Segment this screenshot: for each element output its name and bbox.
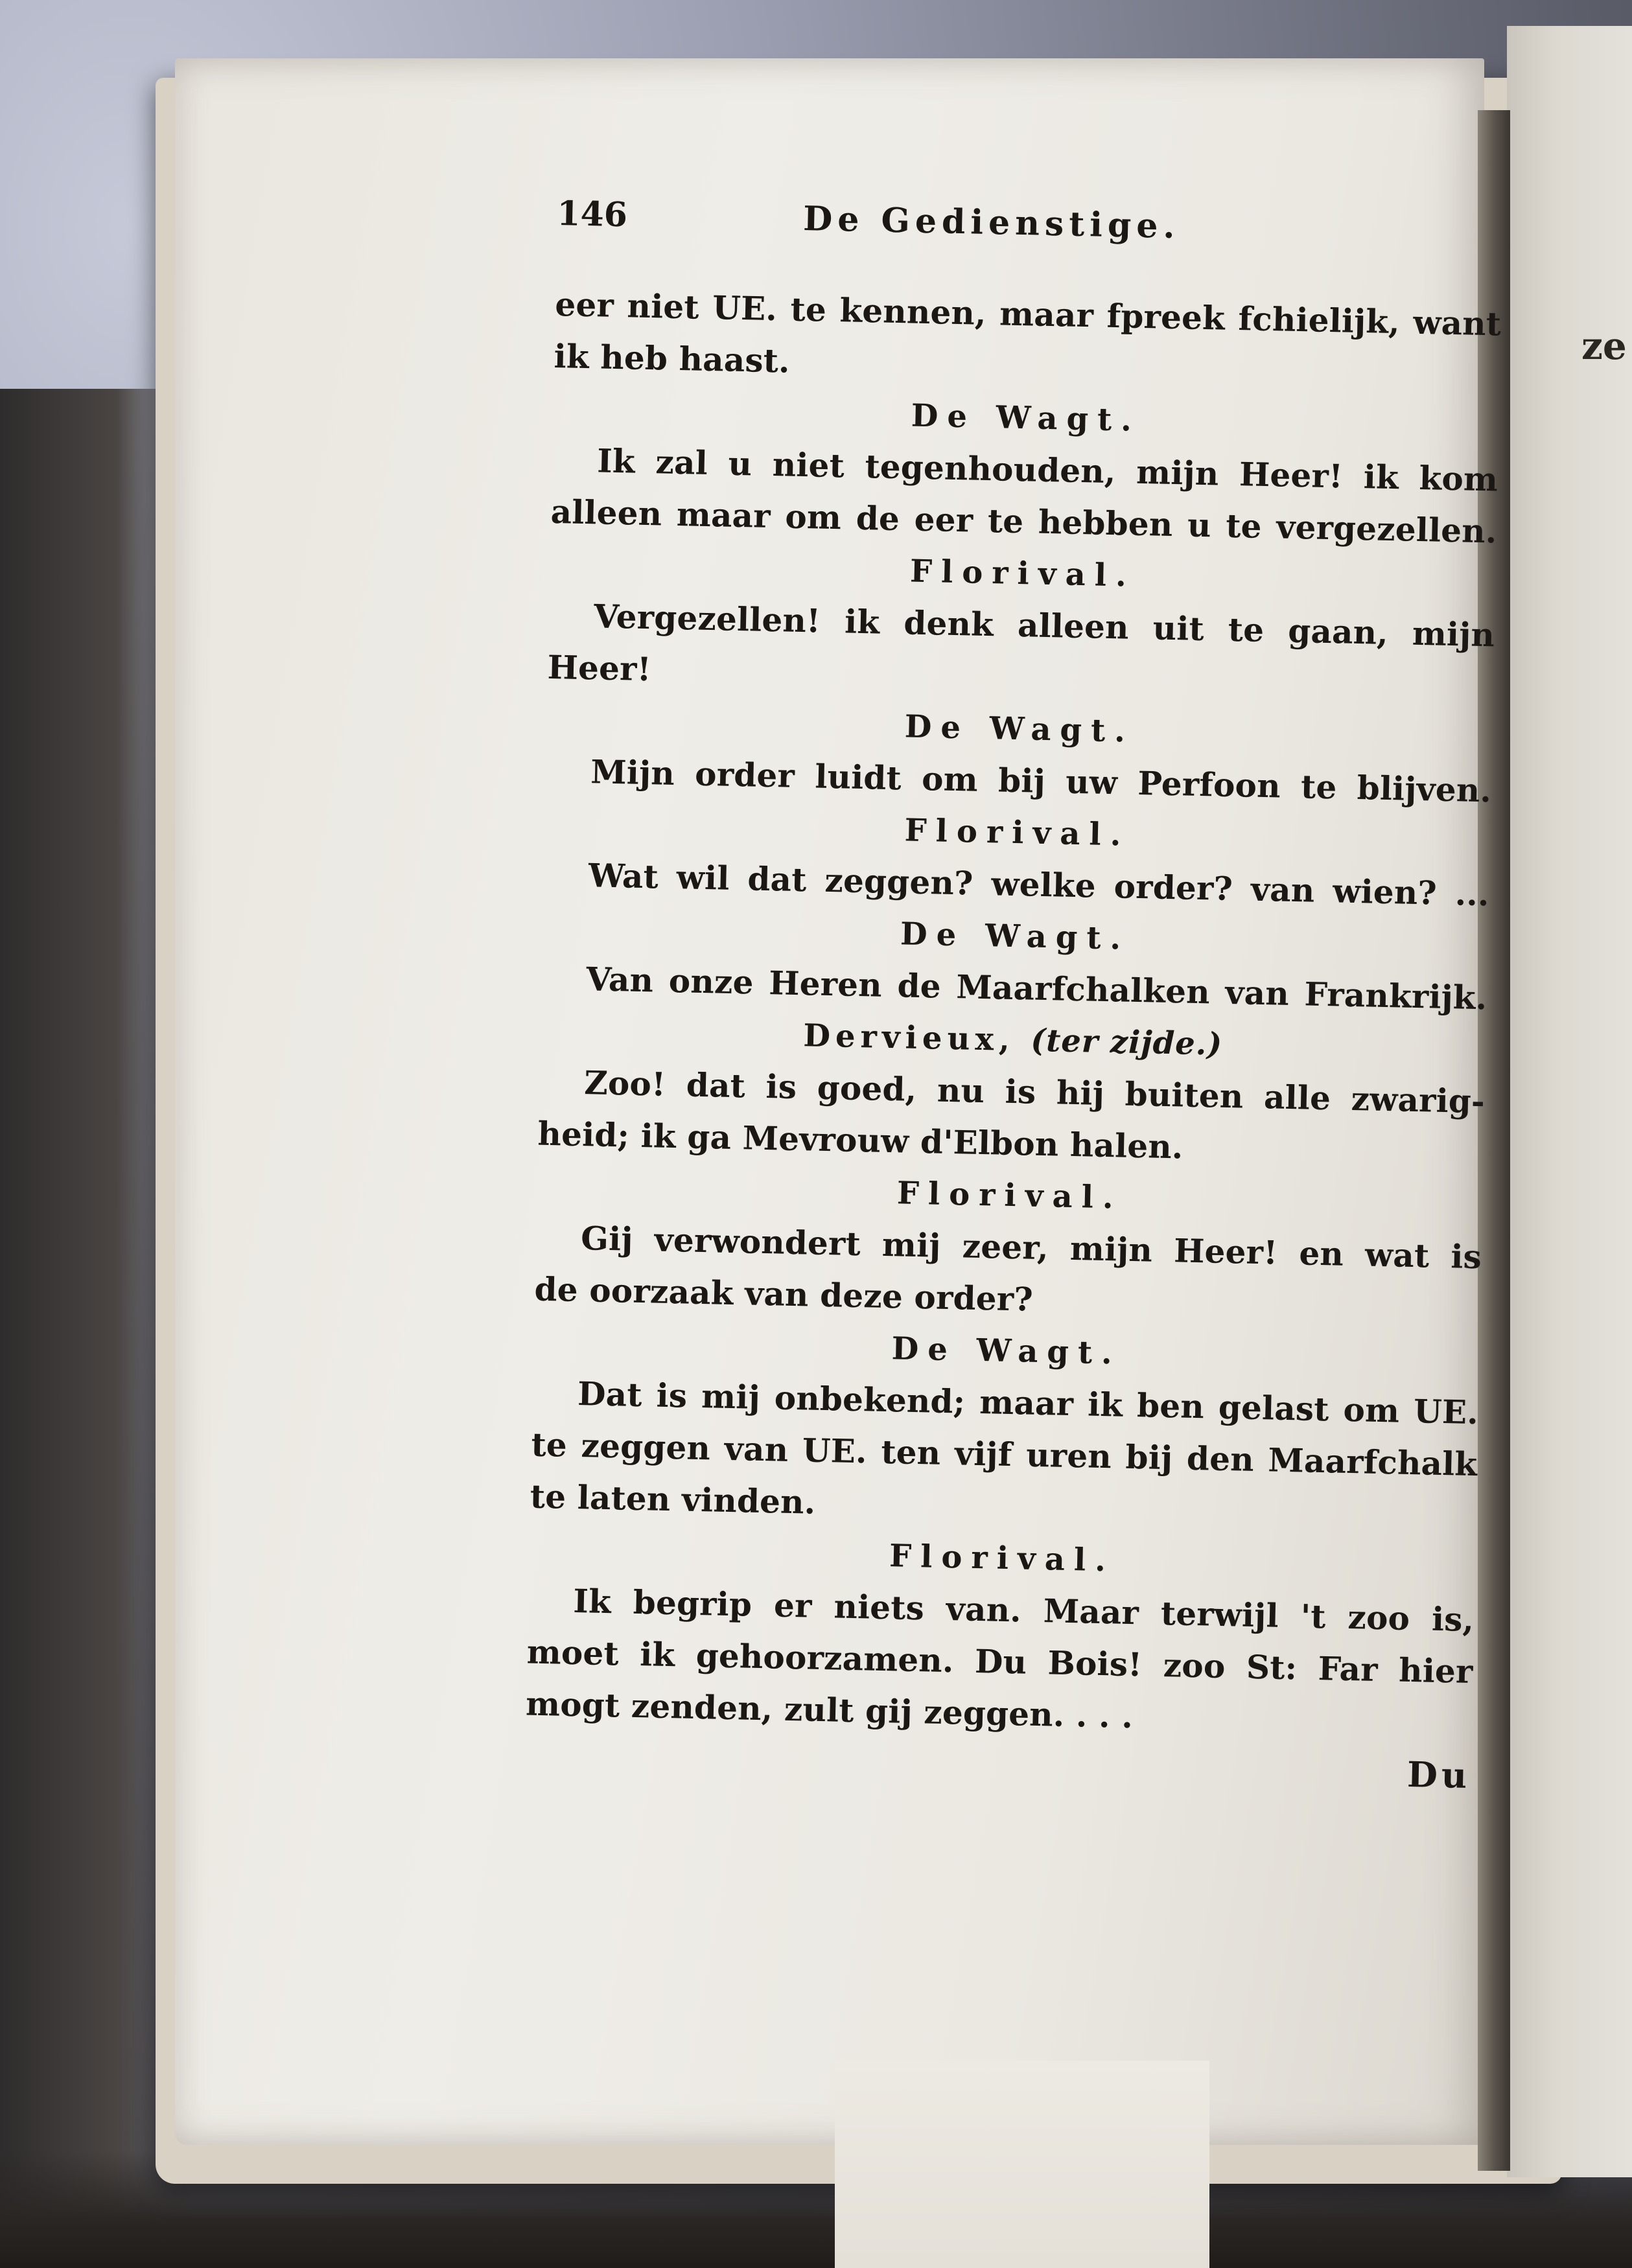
speaker-heading: De Wagt. bbox=[900, 916, 1130, 957]
text-line: te laten vinden. bbox=[530, 1477, 816, 1522]
speaker-heading: Florival. bbox=[904, 812, 1130, 853]
blank-patch bbox=[835, 2061, 1209, 2268]
text-line: Mijn order luidt om bij uw Perfoon te blijven. bbox=[590, 752, 1492, 810]
text-line: Heer! bbox=[547, 647, 652, 689]
text-line: eer niet UE. te kennen, maar fpreek fchielijk, want bbox=[554, 284, 1502, 343]
speaker-heading: De Wagt. bbox=[891, 1330, 1122, 1372]
running-title: De Gedienstige. bbox=[802, 198, 1181, 247]
stage-direction: (ter zijde.) bbox=[1030, 1022, 1223, 1063]
speaker-heading: Florival. bbox=[909, 553, 1136, 594]
page-number: 146 bbox=[556, 194, 628, 235]
text-line: Dat is mij onbekend; maar ik ben gelast om UE. bbox=[577, 1374, 1479, 1432]
text-line: Ik zal u niet tegenhouden, mijn Heer! ik kom bbox=[596, 441, 1498, 499]
speaker-heading: Florival. bbox=[896, 1175, 1123, 1216]
text-line: Zoo! dat is goed, nu is hij buiten alle zwarig- bbox=[583, 1063, 1486, 1121]
facing-page-fragment: ze bbox=[1581, 324, 1627, 368]
catchword: Du bbox=[1406, 1753, 1471, 1797]
text-line: alleen maar om de eer te hebben u te vergezellen. bbox=[550, 492, 1498, 551]
text-line: heid; ik ga Mevrouw d'Elbon halen. bbox=[537, 1114, 1184, 1166]
speaker-heading: De Wagt. bbox=[911, 397, 1141, 439]
speaker-heading: De Wagt. bbox=[904, 708, 1135, 750]
text-line: mogt zenden, zult gij zeggen. . . . bbox=[525, 1684, 1134, 1736]
text-line: moet ik gehoorzamen. Du Bois! zoo St: Far hier bbox=[526, 1632, 1474, 1691]
text-line: ik heb haast. bbox=[554, 336, 791, 380]
text-line: Ik begrip er niets van. Maar terwijl 't zoo is, bbox=[572, 1581, 1475, 1639]
text-line: Wat wil dat zeggen? welke order? van wien? ... bbox=[588, 856, 1490, 914]
text-line: de oorzaak van deze order? bbox=[534, 1269, 1034, 1319]
speaker-name: Dervieux, bbox=[802, 1017, 1016, 1059]
text-line: te zeggen van UE. ten vijf uren bij den Maarfchalk bbox=[530, 1425, 1478, 1484]
text-line: Gij verwondert mij zeer, mijn Heer! en wat is bbox=[580, 1219, 1482, 1277]
text-line: Vergezellen! ik denk alleen uit te gaan, mijn bbox=[593, 597, 1495, 654]
speaker-heading: Florival. bbox=[889, 1538, 1115, 1579]
text-line: Van onze Heren de Maarfchalken van Frankrijk. bbox=[586, 960, 1487, 1017]
